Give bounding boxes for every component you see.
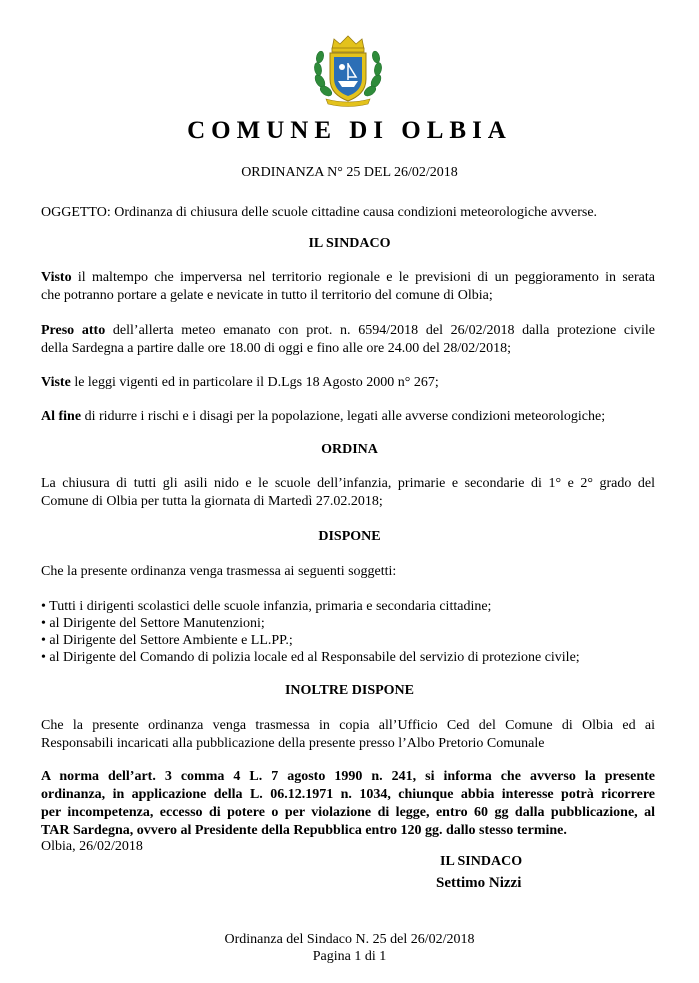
legal-line-1: A norma dell’art. 3 comma 4 L. 7 agosto 1990 n. 241, si informa che avverso la presente (41, 769, 655, 784)
dispone-intro: Che la presente ordinanza venga trasmessa ai seguenti soggetti: (41, 564, 397, 579)
paragraph-preso-atto (41, 322, 655, 358)
viste-text: le leggi vigenti ed in particolare il D.Lgs 18 Agosto 2000 n° 267; (70, 375, 439, 390)
legal-line-4: TAR Sardegna, ovvero al Presidente della Repubblica entro 120 gg. dallo stesso termine. (41, 823, 567, 838)
ordina-line-1: La chiusura di tutti gli asili nido e le scuole dell’infanzia, primarie e secondarie di 1° e 2° grado del (41, 476, 655, 491)
viste-lead: Viste (41, 375, 71, 390)
visto-line-1 (41, 269, 655, 287)
paragraph-ordina (41, 475, 655, 511)
list-item: • al Dirigente del Comando di polizia locale ed al Responsabile del servizio di protezione civile; (41, 650, 580, 665)
legal-line-2: ordinanza, in applicazione della L. 06.12.1971 n. 1034, chiunque abbia interesse potrà ricorrere (41, 787, 655, 802)
visto-text-1: il maltempo che imperversa nel territorio regionale e le previsioni di un peggioramento in serata (71, 270, 655, 285)
recipient-list (41, 598, 580, 666)
list-item: • al Dirigente del Settore Ambiente e LL.PP.; (41, 633, 293, 648)
paragraph-viste (41, 374, 655, 392)
paragraph-al-fine (41, 408, 655, 426)
inoltre-line-1: Che la presente ordinanza venga trasmessa in copia all’Ufficio Ced del Comune di Olbia ed ai (41, 718, 655, 733)
legal-notice (41, 768, 655, 840)
signature-role: IL SINDACO (440, 854, 523, 869)
subject-line: OGGETTO: Ordinanza di chiusura delle scuole cittadine causa condizioni meteorologiche avverse. (41, 205, 598, 220)
paragraph-inoltre (41, 717, 655, 753)
preso-atto-lead: Preso atto (41, 323, 106, 338)
visto-lead: Visto (41, 270, 72, 285)
inoltre-line-2: Responsabili incaricati alla pubblicazione della presente presso l’Albo Pretorio Comunale (41, 736, 545, 751)
ordinance-number: ORDINANZA N° 25 DEL 26/02/2018 (241, 165, 458, 180)
olbia-coat-of-arms-icon (312, 33, 384, 107)
al-fine-lead: Al fine (41, 409, 82, 424)
place-date: Olbia, 26/02/2018 (41, 839, 143, 854)
footer-page-number: Pagina 1 di 1 (312, 949, 387, 964)
municipality-title: COMUNE DI OLBIA (187, 117, 512, 144)
al-fine-text: di ridurre i rischi e i disagi per la popolazione, legati alle avverse condizioni meteorologiche; (81, 409, 606, 424)
signature-name: Settimo Nizzi (436, 875, 522, 891)
paragraph-visto (41, 269, 655, 305)
heading-dispone: DISPONE (318, 529, 381, 544)
preso-atto-line-1 (41, 322, 655, 340)
preso-atto-text-1: dell’allerta meteo emanato con prot. n. 6594/2018 del 26/02/2018 dalla protezione civile (105, 323, 655, 338)
legal-line-3: per incompetenza, eccesso di potere o per violazione di legge, entro 60 gg dalla pubblicazione, al (41, 805, 655, 820)
heading-inoltre-dispone: INOLTRE DISPONE (284, 683, 415, 698)
ordina-line-2: Comune di Olbia per tutta la giornata di Martedì 27.02.2018; (41, 494, 383, 509)
heading-ordina: ORDINA (321, 442, 378, 457)
list-item: • Tutti i dirigenti scolastici delle scuole infanzia, primaria e secondaria cittadine; (41, 599, 492, 614)
visto-line-2: che potranno portare a gelate e nevicate in tutto il territorio del comune di Olbia; (41, 288, 493, 303)
footer-reference: Ordinanza del Sindaco N. 25 del 26/02/2018 (224, 932, 475, 947)
heading-il-sindaco: IL SINDACO (308, 236, 391, 251)
preso-atto-line-2: della Sardegna a partire dalle ore 18.00 di oggi e fino alle ore 24.00 del 28/02/2018; (41, 341, 512, 356)
list-item: • al Dirigente del Settore Manutenzioni; (41, 616, 265, 631)
